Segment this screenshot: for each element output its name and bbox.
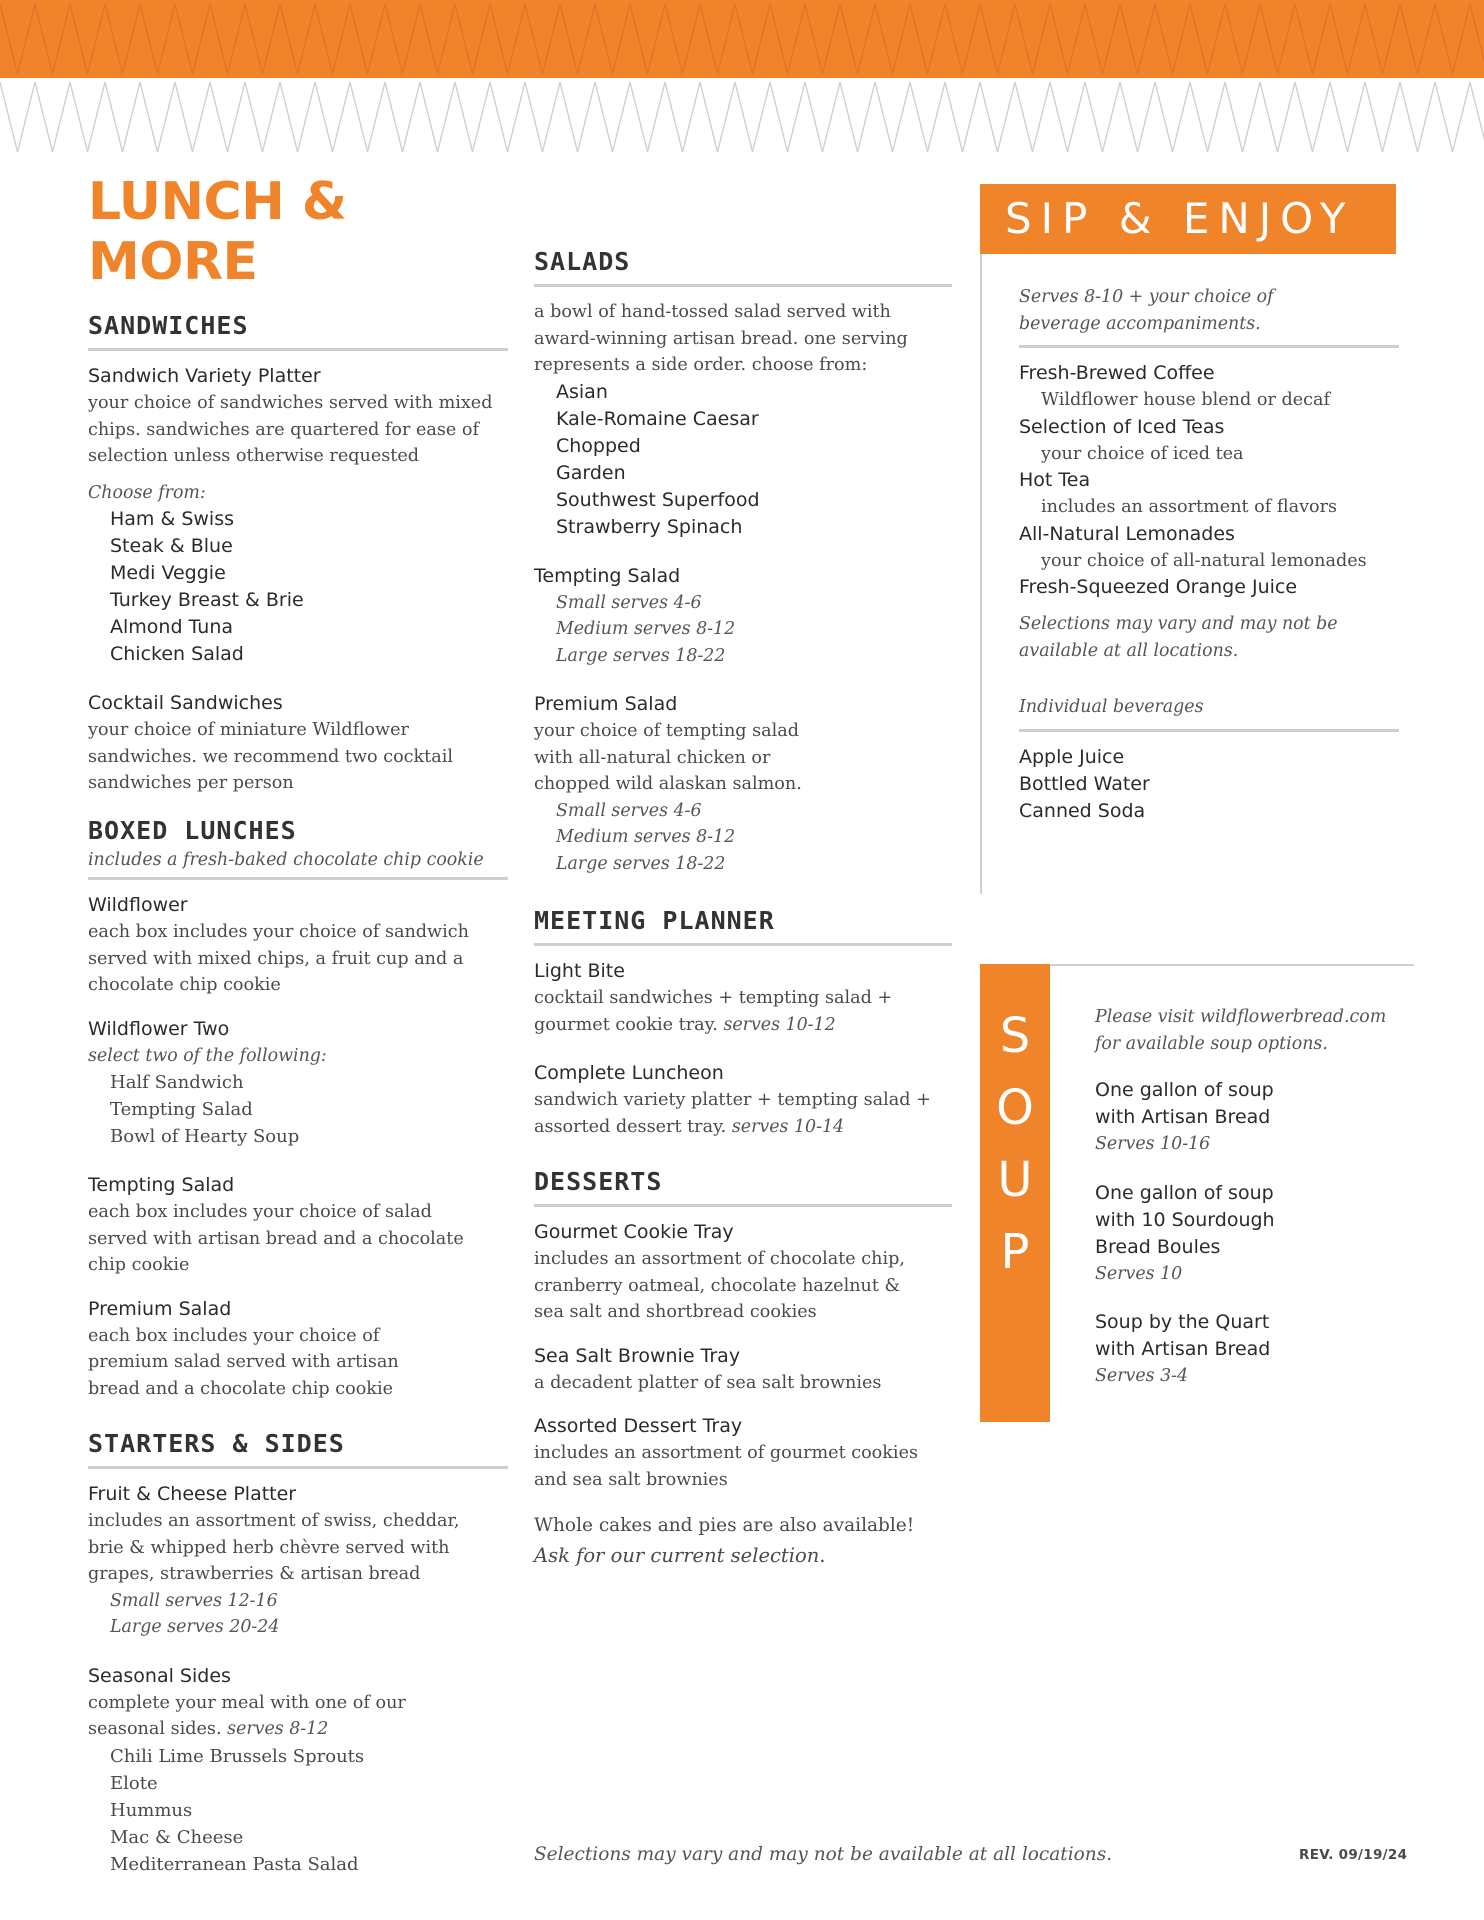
size-option: Large serves 18-22 xyxy=(556,853,726,874)
desc-text: seasonal sides. xyxy=(88,1719,222,1739)
section-desserts xyxy=(534,1166,952,1571)
item-desc: served with artisan bread and a chocolate xyxy=(88,1228,464,1249)
item-desc: your choice of miniature Wildflower xyxy=(88,720,409,740)
section-rule xyxy=(534,1204,952,1207)
menu-item xyxy=(534,1343,952,1397)
menu-item xyxy=(534,1413,952,1493)
item-desc: sandwiches. we recommend two cocktail xyxy=(88,746,453,767)
section-heading: STARTERS & SIDES xyxy=(88,1429,345,1458)
option: Strawberry Spinach xyxy=(556,515,743,538)
individual-heading: Individual beverages xyxy=(1019,697,1204,717)
serves-note: serves 10-14 xyxy=(731,1116,845,1137)
item-desc: each box includes your choice of xyxy=(88,1325,380,1346)
section-heading: SANDWICHES xyxy=(88,311,249,340)
option: Medi Veggie xyxy=(110,562,226,584)
menu-item xyxy=(534,299,952,541)
item-desc: a bowl of hand-tossed salad served with xyxy=(534,302,891,322)
soup-item xyxy=(1095,1309,1415,1390)
desserts-note-italic: Ask for our current selection. xyxy=(534,1544,826,1567)
item-select-note: select two of the following: xyxy=(88,1045,327,1066)
sip-note: Selections may vary and may not be xyxy=(1019,614,1338,634)
size-option: Medium serves 8-12 xyxy=(556,619,736,639)
serves-note: serves 8-12 xyxy=(227,1719,329,1739)
beverage-name: Fresh-Brewed Coffee xyxy=(1019,362,1215,384)
item-desc: cranberry oatmeal, chocolate hazelnut & xyxy=(534,1275,901,1296)
item-desc: sandwich variety platter + tempting salad + xyxy=(534,1090,931,1110)
section-subheading: includes a fresh-baked chocolate chip cookie xyxy=(88,849,484,870)
item-desc: with all-natural chicken or xyxy=(534,747,771,768)
item-name: Fruit & Cheese Platter xyxy=(88,1483,297,1505)
item-desc: represents a side order. choose from: xyxy=(534,355,868,375)
item-desc: chocolate chip cookie xyxy=(88,975,281,995)
individual-beverage: Bottled Water xyxy=(1019,772,1150,795)
soup-item xyxy=(1095,1077,1415,1158)
section-rule xyxy=(534,943,952,946)
item-desc: and sea salt brownies xyxy=(534,1469,728,1490)
item-desc: complete your meal with one of our xyxy=(88,1692,406,1713)
individual-beverage: Canned Soda xyxy=(1019,799,1146,822)
item-desc: your choice of tempting salad xyxy=(534,721,800,741)
beverage-name: Hot Tea xyxy=(1019,469,1091,491)
size-option: Large serves 20-24 xyxy=(110,1617,280,1637)
soup-letter: O xyxy=(996,1080,1034,1136)
section-sandwiches xyxy=(88,310,508,797)
menu-item xyxy=(534,563,952,670)
desserts-note: Whole cakes and pies are also available! xyxy=(534,1515,915,1536)
item-name: Gourmet Cookie Tray xyxy=(534,1221,734,1243)
soup-intro: for available soup options. xyxy=(1095,1033,1328,1054)
section-rule xyxy=(534,284,952,287)
item-desc: award-winning artisan bread. one serving xyxy=(534,328,908,349)
item-name: Tempting Salad xyxy=(88,1174,235,1196)
soup-letter: P xyxy=(1000,1224,1030,1280)
beverage-desc: includes an assortment of flavors xyxy=(1041,497,1338,517)
option: Tempting Salad xyxy=(110,1099,253,1120)
item-name: Assorted Dessert Tray xyxy=(534,1415,743,1437)
page-title: LUNCH & MORE xyxy=(88,172,347,292)
item-name: Tempting Salad xyxy=(534,564,681,587)
sip-intro: Serves 8-10 + your choice of xyxy=(1019,287,1274,307)
soup-intro: Please visit wildflowerbread.com xyxy=(1095,1007,1387,1027)
item-desc: sandwiches per person xyxy=(88,773,294,793)
item-name: Complete Luncheon xyxy=(534,1062,724,1084)
beverage-desc: Wildflower house blend or decaf xyxy=(1041,390,1330,410)
item-name: Sandwich Variety Platter xyxy=(88,365,321,387)
section-rule xyxy=(88,877,508,880)
menu-item xyxy=(534,1219,952,1326)
section-heading: BOXED LUNCHES xyxy=(88,815,297,845)
menu-item xyxy=(534,1060,952,1140)
soup-item-name: Bread Boules xyxy=(1095,1235,1221,1258)
item-desc: sea salt and shortbread cookies xyxy=(534,1302,817,1322)
item-desc: cocktail sandwiches + tempting salad + xyxy=(534,988,893,1008)
sip-content xyxy=(1019,284,1399,825)
item-desc: chips. sandwiches are quartered for ease of xyxy=(88,419,480,440)
item-desc: brie & whipped herb chèvre served with xyxy=(88,1537,450,1558)
column-middle xyxy=(534,246,952,1589)
sip-divider xyxy=(980,254,982,894)
desc-text: gourmet cookie tray. xyxy=(534,1014,718,1035)
footer-note: Selections may vary and may not be available at all locations. xyxy=(534,1844,1113,1865)
menu-item xyxy=(88,1296,508,1403)
size-option: Small serves 4-6 xyxy=(556,592,702,613)
option: Turkey Breast & Brie xyxy=(110,589,304,611)
item-desc: chopped wild alaskan salmon. xyxy=(534,774,802,794)
option: Elote xyxy=(110,1772,158,1794)
menu-item xyxy=(88,690,508,797)
option: Steak & Blue xyxy=(110,535,233,557)
menu-item xyxy=(88,363,508,668)
item-desc xyxy=(88,1716,508,1743)
sip-title: SIP & ENJOY xyxy=(1005,194,1355,243)
item-desc: includes an assortment of swiss, cheddar, xyxy=(88,1511,460,1531)
option: Almond Tuna xyxy=(110,616,233,638)
soup-item-name: with Artisan Bread xyxy=(1095,1338,1271,1360)
item-desc: premium salad served with artisan xyxy=(88,1352,399,1372)
menu-item xyxy=(88,1481,508,1641)
menu-item xyxy=(88,892,508,999)
item-desc: includes an assortment of gourmet cookies xyxy=(534,1443,919,1463)
size-option: Small serves 12-16 xyxy=(110,1590,278,1611)
beverage-desc: your choice of all-natural lemonades xyxy=(1041,550,1367,571)
option: Asian xyxy=(556,380,608,403)
section-heading: MEETING PLANNER xyxy=(534,906,775,935)
sip-intro: beverage accompaniments. xyxy=(1019,313,1261,334)
section-meeting-planner xyxy=(534,905,952,1140)
size-option: Medium serves 8-12 xyxy=(556,827,736,847)
section-rule xyxy=(88,1466,508,1469)
menu-item xyxy=(88,1663,508,1878)
soup-item-name: One gallon of soup xyxy=(1095,1181,1274,1204)
section-salads xyxy=(534,246,952,877)
option: Mediterranean Pasta Salad xyxy=(110,1853,359,1875)
item-name: Premium Salad xyxy=(534,693,678,715)
section-heading: SALADS xyxy=(534,247,631,276)
item-desc: served with mixed chips, a fruit cup and a xyxy=(88,948,464,969)
menu-item xyxy=(534,691,952,877)
sip-note: available at all locations. xyxy=(1019,640,1239,661)
item-desc: each box includes your choice of salad xyxy=(88,1202,432,1222)
item-name: Seasonal Sides xyxy=(88,1664,231,1687)
soup-item xyxy=(1095,1180,1415,1288)
serves-note: serves 10-12 xyxy=(723,1014,836,1035)
column-left xyxy=(88,172,508,1896)
option: Garden xyxy=(556,461,626,484)
menu-item xyxy=(88,1172,508,1279)
beverage-name: All-Natural Lemonades xyxy=(1019,522,1235,545)
option: Chicken Salad xyxy=(110,643,244,665)
soup-item-name: Soup by the Quart xyxy=(1095,1311,1270,1333)
soup-serves: Serves 10-16 xyxy=(1095,1134,1211,1154)
revision-label: REV. 09/19/24 xyxy=(1299,1847,1408,1863)
beverage-name: Fresh-Squeezed Orange Juice xyxy=(1019,576,1298,598)
option: Bowl of Hearty Soup xyxy=(110,1126,300,1147)
beverage-list xyxy=(1019,360,1399,601)
menu-item xyxy=(534,958,952,1038)
item-desc: chip cookie xyxy=(88,1255,190,1275)
item-desc: selection unless otherwise requested xyxy=(88,446,420,466)
item-desc: grapes, strawberries & artisan bread xyxy=(88,1564,421,1584)
item-name: Sea Salt Brownie Tray xyxy=(534,1344,741,1367)
option: Half Sandwich xyxy=(110,1072,244,1093)
soup-letter: U xyxy=(997,1152,1033,1208)
item-desc: includes an assortment of chocolate chip, xyxy=(534,1249,905,1269)
item-desc: your choice of sandwiches served with mixed xyxy=(88,393,493,413)
option: Chopped xyxy=(556,434,641,457)
item-desc: a decadent platter of sea salt brownies xyxy=(534,1372,882,1393)
item-desc xyxy=(534,1012,952,1039)
section-heading: DESSERTS xyxy=(534,1167,663,1196)
size-option: Large serves 18-22 xyxy=(556,645,726,666)
soup-item-name: One gallon of soup xyxy=(1095,1079,1274,1101)
option: Mac & Cheese xyxy=(110,1826,244,1848)
item-name: Cocktail Sandwiches xyxy=(88,692,283,714)
soup-item-name: with Artisan Bread xyxy=(1095,1106,1271,1128)
item-name: Wildflower Two xyxy=(88,1017,230,1040)
option: Southwest Superfood xyxy=(556,488,760,511)
section-starters-sides xyxy=(88,1428,508,1878)
soup-letter: S xyxy=(999,1008,1031,1064)
soup-serves: Serves 3-4 xyxy=(1095,1366,1189,1386)
option: Chili Lime Brussels Sprouts xyxy=(110,1745,365,1767)
option: Ham & Swiss xyxy=(110,508,235,530)
beverage-name: Selection of Iced Teas xyxy=(1019,415,1225,438)
menu-item xyxy=(88,1016,508,1151)
sip-rule xyxy=(1019,345,1399,348)
item-name: Wildflower xyxy=(88,894,188,916)
item-desc: each box includes your choice of sandwich xyxy=(88,922,469,942)
item-desc xyxy=(534,1114,952,1141)
sip-rule xyxy=(1019,729,1399,732)
option: Hummus xyxy=(110,1799,193,1821)
soup-serves: Serves 10 xyxy=(1095,1263,1183,1284)
beverage-desc: your choice of iced tea xyxy=(1041,443,1244,464)
size-option: Small serves 4-6 xyxy=(556,800,702,821)
item-name: Premium Salad xyxy=(88,1297,232,1320)
item-desc: bread and a chocolate chip cookie xyxy=(88,1378,394,1399)
individual-beverage: Apple Juice xyxy=(1019,745,1125,768)
section-rule xyxy=(88,348,508,351)
section-boxed-lunches xyxy=(88,815,508,1403)
choose-label: Choose from: xyxy=(88,482,206,503)
chevron-header-pattern xyxy=(0,0,1484,152)
soup-item-name: with 10 Sourdough xyxy=(1095,1208,1275,1231)
item-name: Light Bite xyxy=(534,960,625,982)
soup-content xyxy=(1095,1004,1415,1407)
option: Kale-Romaine Caesar xyxy=(556,407,759,430)
desc-text: assorted dessert tray. xyxy=(534,1116,727,1137)
